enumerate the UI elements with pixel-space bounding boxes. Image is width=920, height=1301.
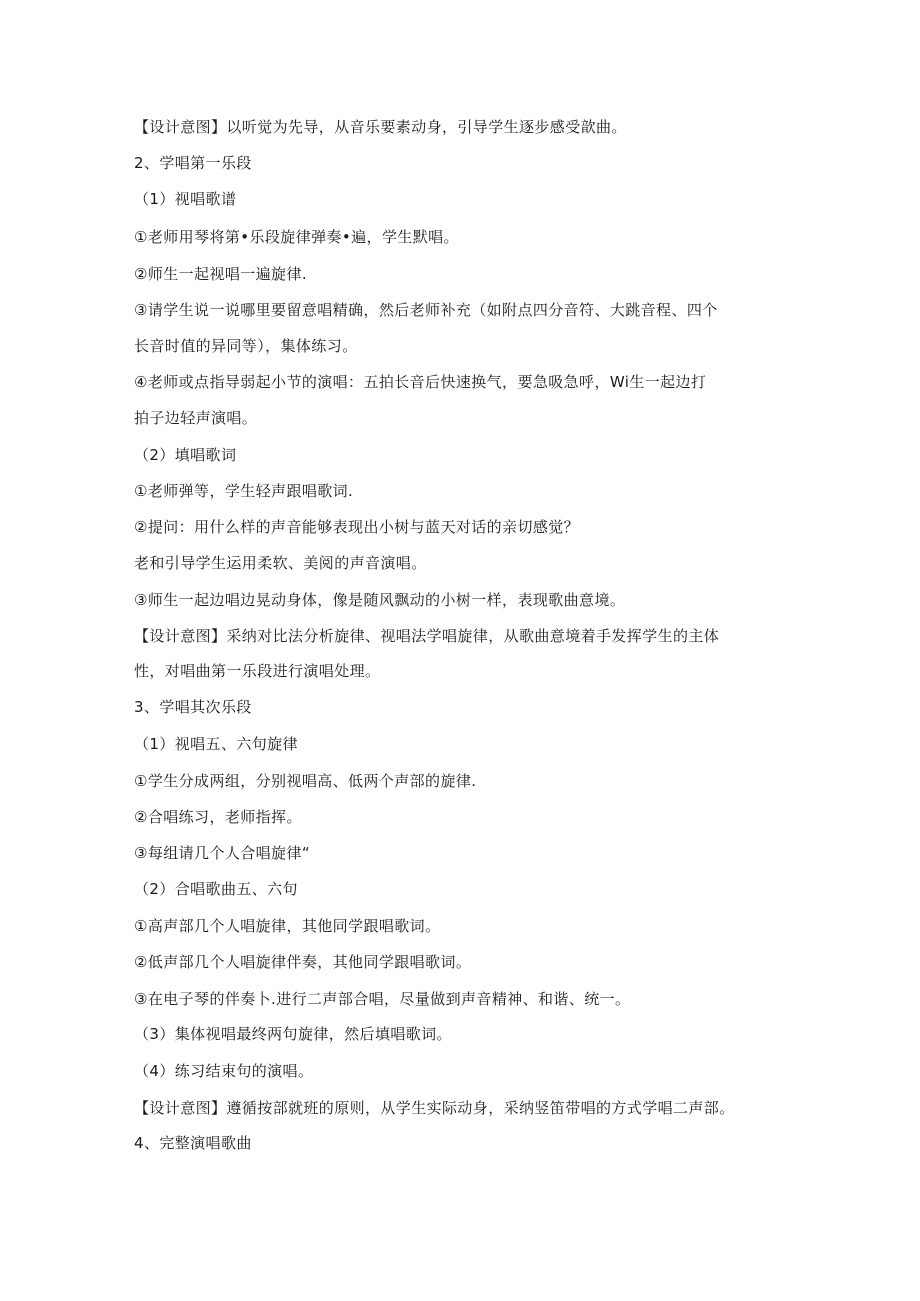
list-item: ①高声部几个人唱旋律，其他同学跟唱歌词。 xyxy=(134,917,441,935)
list-item: ①老师用琴将第•乐段旋律弹奏•遍，学生默唱。 xyxy=(134,228,459,246)
subsection-heading: （4）练习结束句的演唱。 xyxy=(134,1062,314,1080)
subsection-heading: （2）填唱歌词 xyxy=(134,446,237,464)
list-item: ③请学生说一说哪里要留意唱精确，然后老师补充（如附点四分音符、大跳音程、四个 xyxy=(134,301,718,319)
section-heading: 3、学唱其次乐段 xyxy=(134,698,252,716)
list-item: ②提问：用什么样的声音能够表现出小树与蓝天对话的亲切感觉？ xyxy=(134,518,580,536)
list-item: ②师生一起视唱一遍旋律. xyxy=(134,265,308,283)
paragraph: 老和引导学生运用柔软、美阅的声音演唱。 xyxy=(134,554,427,572)
list-item: ④老师或点指导弱起小节的演唱：五拍长音后快速换气，要急吸急呼，Wi生一起边打 xyxy=(134,373,707,391)
subsection-heading: （3）集体视唱最终两句旋律，然后填唱歌词。 xyxy=(134,1025,452,1043)
list-item-continuation: 拍子边轻声演唱。 xyxy=(134,409,258,427)
design-intent-paragraph: 【设计意图】以听觉为先导，从音乐要素动身，引导学生逐步感受歆曲。 xyxy=(134,118,627,136)
design-intent-paragraph: 【设计意图】遵循按部就班的原则，从学生实际动身，采纳竖笛带唱的方式学唱二声部。 xyxy=(134,1099,735,1117)
design-intent-continuation: 性，对唱曲第一乐段进行演唱处理。 xyxy=(134,662,381,680)
list-item: ③在电子琴的伴奏卜.进行二声部合唱，尽量做到声音精神、和谐、统一。 xyxy=(134,990,631,1008)
list-item: ②合唱练习，老师指挥。 xyxy=(134,808,302,826)
list-item: ③师生一起边唱边晃动身体，像是随风飘动的小树一样，表现歌曲意境。 xyxy=(134,591,626,609)
section-heading: 4、完整演唱歌曲 xyxy=(134,1134,252,1152)
section-heading: 2、学唱第一乐段 xyxy=(134,154,252,172)
subsection-heading: （2）合唱歌曲五、六句 xyxy=(134,880,298,898)
list-item: ①学生分成两组，分别视唱高、低两个声部的旋律. xyxy=(134,772,477,790)
list-item: ②低声部几个人唱旋律伴奏，其他同学跟唱歌词。 xyxy=(134,953,472,971)
subsection-heading: （1）视唱五、六句旋律 xyxy=(134,735,298,753)
subsection-heading: （1）视唱歌谱 xyxy=(134,190,237,208)
design-intent-paragraph: 【设计意图】采纳对比法分析旋律、视唱法学唱旋律，从歌曲意境着手发挥学生的主体 xyxy=(134,627,720,645)
list-item: ③每组请几个人合唱旋律“ xyxy=(134,844,311,862)
list-item-continuation: 长音时值的异同等），集体练习。 xyxy=(134,337,358,355)
list-item: ①老师弹等，学生轻声跟唱歌词. xyxy=(134,482,354,500)
